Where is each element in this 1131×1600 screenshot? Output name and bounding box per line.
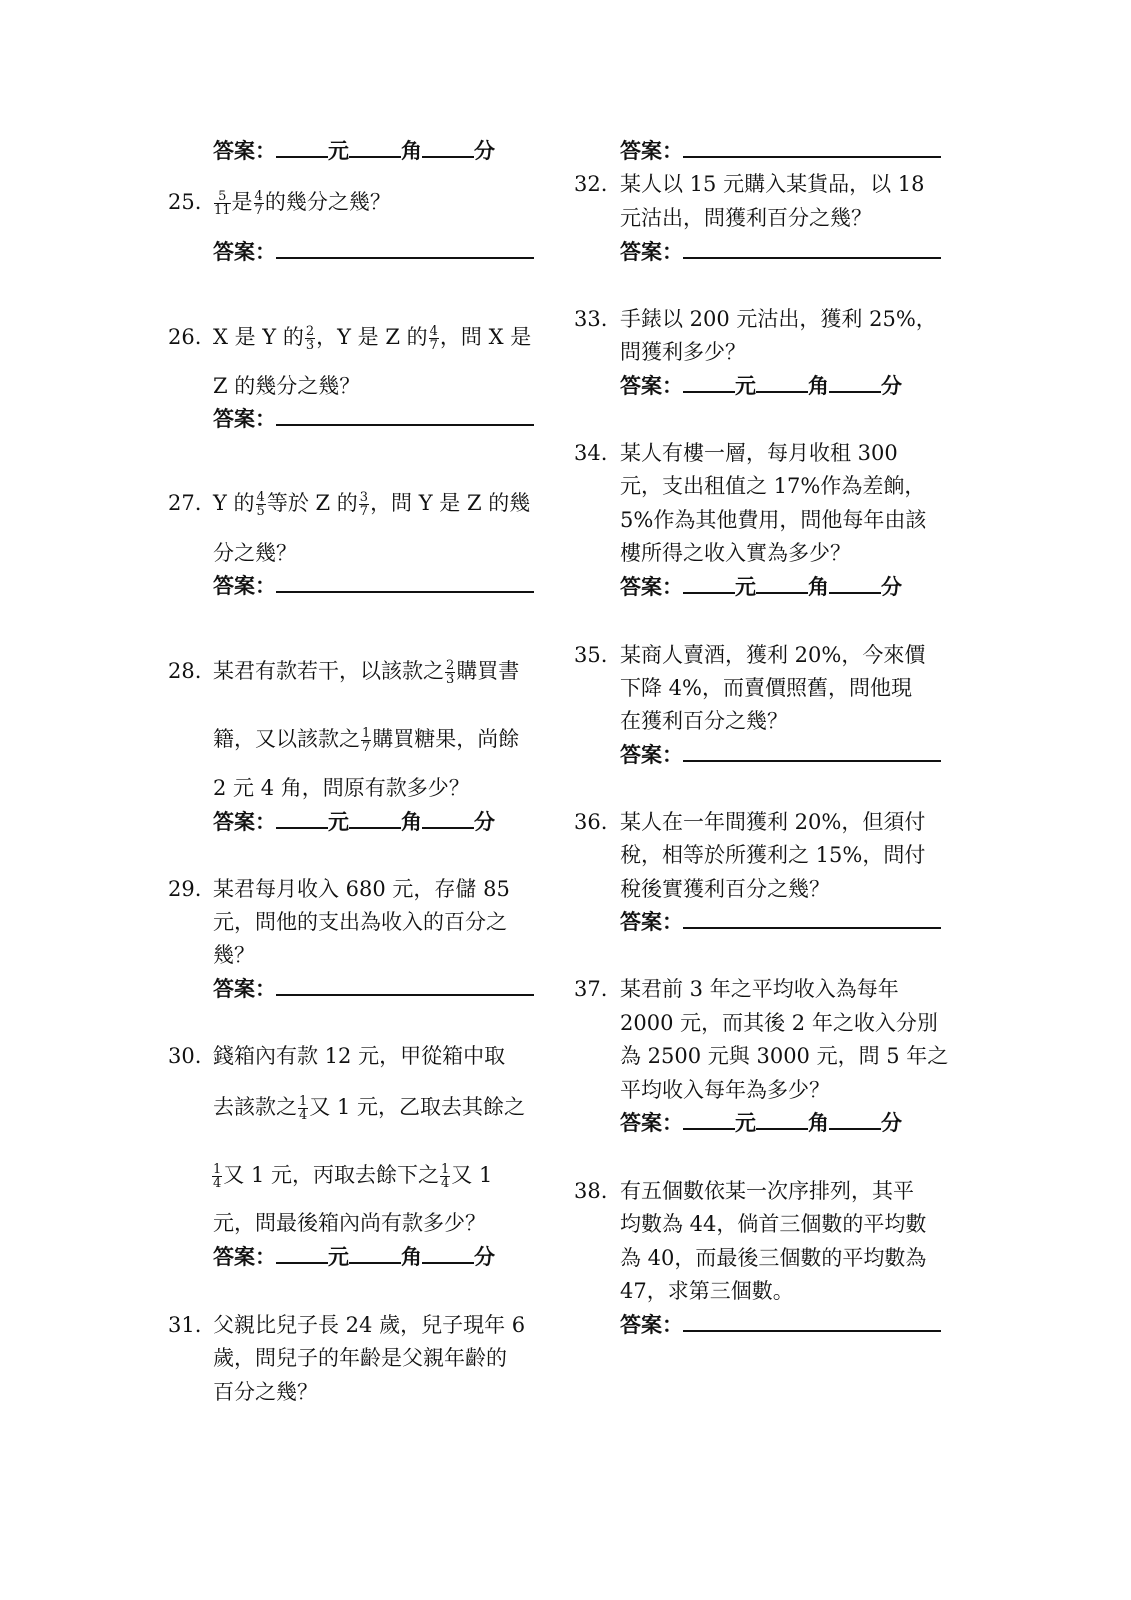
- question-text: $\frac{1}{4}$ 又 1 元，丙取去餘下之 $\frac{1}{4}$ 又 1: [213, 1162, 493, 1191]
- answer-line: 答案：: [620, 136, 941, 166]
- fraction: $\frac{1}{4}$: [213, 1162, 222, 1191]
- answer-blank[interactable]: [683, 136, 941, 158]
- answer-line: 答案：: [213, 974, 534, 1004]
- fraction: $\frac{4}{7}$: [429, 324, 438, 353]
- fraction: $\frac{2}{3}$: [446, 658, 455, 687]
- question-text: Y 的 $\frac{4}{5}$ 等於 Z 的 $\frac{3}{7}$ ，問 Y 是 Z 的幾: [213, 490, 531, 519]
- fraction: $\frac{1}{4}$: [441, 1162, 450, 1191]
- question-text: 元，支出租值之 17%作為差餉，: [620, 474, 926, 498]
- question-number: 28.: [168, 659, 202, 683]
- answer-blank[interactable]: [683, 237, 941, 259]
- answer-blank[interactable]: [276, 1242, 328, 1264]
- question-text: 2 元 4 角，問原有款多少？: [213, 776, 470, 800]
- answer-line: 答案：: [620, 237, 941, 267]
- answer-blank[interactable]: [683, 371, 735, 393]
- question-text: 47，求第三個數。: [620, 1279, 794, 1303]
- question-text: 錢箱內有款 12 元，甲從箱中取: [213, 1044, 506, 1068]
- answer-blank[interactable]: [276, 571, 534, 593]
- answer-blank[interactable]: [683, 1310, 941, 1332]
- answer-line-money: 答案： 元 角 分: [213, 807, 495, 837]
- question-text: 某君有款若干，以該款之 $\frac{2}{3}$ 購買書: [213, 658, 520, 687]
- question-number: 30.: [168, 1044, 202, 1068]
- question-text: 幾？: [213, 943, 255, 967]
- question-number: 35.: [574, 643, 608, 667]
- answer-line-money: 答案： 元 角 分: [620, 572, 902, 602]
- question-text: 手錶以 200 元沽出，獲利 25%，: [620, 307, 937, 331]
- question-text: 5%作為其他費用，問他每年由該: [620, 508, 927, 532]
- answer-blank[interactable]: [422, 1242, 474, 1264]
- question-text: 某人在一年間獲利 20%，但須付: [620, 810, 926, 834]
- answer-blank[interactable]: [422, 136, 474, 158]
- question-text: 某君前 3 年之平均收入為每年: [620, 977, 899, 1001]
- question-text: 元，問他的支出為收入的百分之: [213, 910, 507, 934]
- question-text: 元沽出，問獲利百分之幾？: [620, 206, 872, 230]
- question-text: 某人以 15 元購入某貨品，以 18: [620, 172, 925, 196]
- answer-blank[interactable]: [829, 572, 881, 594]
- answer-line-money: 答案： 元 角 分: [620, 371, 902, 401]
- question-number: 34.: [574, 441, 608, 465]
- question-text: 稅，相等於所獲利之 15%，問付: [620, 843, 926, 867]
- question-text: 平均收入每年為多少？: [620, 1078, 830, 1102]
- question-number: 36.: [574, 810, 608, 834]
- unit-yuan: 元: [328, 139, 349, 163]
- answer-blank[interactable]: [756, 371, 808, 393]
- fraction: $\frac{4}{5}$: [256, 490, 265, 519]
- answer-blank[interactable]: [683, 907, 941, 929]
- question-text: Z 的幾分之幾？: [213, 374, 361, 398]
- answer-line: 答案：: [620, 907, 941, 937]
- answer-line: 答案：: [620, 1310, 941, 1340]
- question-text: 去該款之 $\frac{1}{4}$ 又 1 元，乙取去其餘之: [213, 1094, 525, 1123]
- answer-blank[interactable]: [683, 572, 735, 594]
- question-text: 元，問最後箱內尚有款多少？: [213, 1211, 486, 1235]
- question-text: 百分之幾？: [213, 1380, 318, 1404]
- question-text: 某商人賣酒，獲利 20%，今來價: [620, 643, 926, 667]
- fraction: $\frac{1}{7}$: [362, 726, 371, 755]
- question-text: 均數為 44，倘首三個數的平均數: [620, 1212, 927, 1236]
- answer-blank[interactable]: [349, 1242, 401, 1264]
- question-number: 31.: [168, 1313, 202, 1337]
- question-text: 為 2500 元與 3000 元，問 5 年之: [620, 1044, 949, 1068]
- answer-blank[interactable]: [756, 572, 808, 594]
- answer-blank[interactable]: [276, 237, 534, 259]
- fraction: $\frac{4}{7}$: [254, 189, 263, 218]
- answer-line: 答案：: [620, 740, 941, 770]
- answer-blank[interactable]: [422, 807, 474, 829]
- question-text: 某人有樓一層，每月收租 300: [620, 441, 898, 465]
- answer-blank[interactable]: [349, 807, 401, 829]
- answer-blank[interactable]: [276, 136, 328, 158]
- question-number: 29.: [168, 877, 202, 901]
- answer-blank[interactable]: [829, 1108, 881, 1130]
- answer-blank[interactable]: [276, 404, 534, 426]
- answer-line-money: [213, 136, 495, 166]
- question-text: $\frac{5}{11}$ 是 $\frac{4}{7}$ 的幾分之幾？: [214, 189, 391, 218]
- fraction: $\frac{5}{11}$: [214, 189, 231, 218]
- answer-blank[interactable]: [276, 974, 534, 996]
- fraction: $\frac{3}{7}$: [359, 490, 369, 519]
- question-text: 歲，問兒子的年齡是父親年齡的: [213, 1346, 507, 1370]
- question-text: 分之幾？: [213, 541, 297, 565]
- question-text: 稅後實獲利百分之幾？: [620, 877, 830, 901]
- answer-blank[interactable]: [829, 371, 881, 393]
- answer-line: 答案：: [213, 404, 534, 434]
- question-text: 在獲利百分之幾？: [620, 709, 788, 733]
- question-number: 25.: [168, 190, 202, 214]
- answer-line-money: 答案： 元 角 分: [213, 1242, 495, 1272]
- question-text: 有五個數依某一次序排列，其平: [620, 1179, 914, 1203]
- question-number: 27.: [168, 491, 202, 515]
- answer-blank[interactable]: [276, 807, 328, 829]
- question-text: X 是 Y 的 $\frac{2}{3}$ ，Y 是 Z 的 $\frac{4}{7}$ ，問 X 是: [213, 324, 532, 353]
- question-number: 33.: [574, 307, 608, 331]
- answer-blank[interactable]: [756, 1108, 808, 1130]
- answer-label: 答案：: [213, 139, 276, 163]
- question-text: 問獲利多少？: [620, 340, 746, 364]
- answer-blank[interactable]: [683, 1108, 735, 1130]
- answer-line: 答案：: [213, 571, 534, 601]
- question-number: 38.: [574, 1179, 608, 1203]
- answer-blank[interactable]: [349, 136, 401, 158]
- question-text: 籍，又以該款之 $\frac{1}{7}$ 購買糖果，尚餘: [213, 726, 520, 755]
- answer-line-money: 答案： 元 角 分: [620, 1108, 902, 1138]
- question-text: 2000 元，而其後 2 年之收入分別: [620, 1011, 938, 1035]
- fraction: $\frac{1}{4}$: [299, 1094, 308, 1123]
- question-text: 為 40，而最後三個數的平均數為: [620, 1246, 927, 1270]
- question-text: 某君每月收入 680 元，存儲 85: [213, 877, 510, 901]
- question-text: 樓所得之收入實為多少？: [620, 541, 851, 565]
- unit-jiao: 角: [401, 139, 422, 163]
- fraction: $\frac{2}{3}$: [305, 324, 315, 353]
- question-number: 37.: [574, 977, 608, 1001]
- question-number: 26.: [168, 325, 202, 349]
- question-text: 父親比兒子長 24 歲，兒子現年 6: [213, 1313, 526, 1337]
- question-number: 32.: [574, 172, 608, 196]
- answer-line: 答案：: [213, 237, 534, 267]
- unit-fen: 分: [474, 139, 495, 163]
- answer-blank[interactable]: [683, 740, 941, 762]
- question-text: 下降 4%，而賣價照舊，問他現: [620, 676, 912, 700]
